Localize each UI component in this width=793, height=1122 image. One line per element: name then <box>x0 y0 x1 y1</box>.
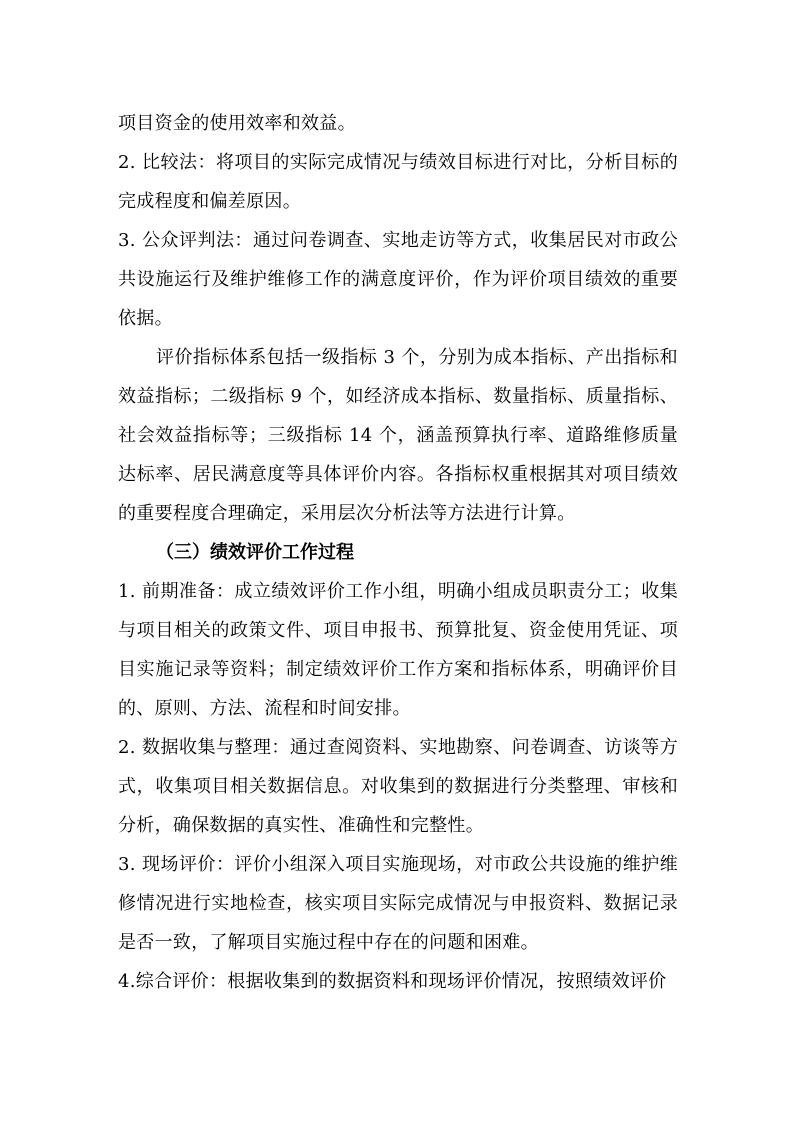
section-heading: （三）绩效评价工作过程 <box>156 542 354 563</box>
paragraph-indicator-system: 评价指标体系包括一级指标 3 个，分别为成本指标、产出指标和效益指标；二级指标 9 个，如经济成本指标、数量指标、质量指标、社会效益指标等；三级指标 14 个，涵盖预算执行率、道路维修质量达标率、居民满意度等具体评价内容。各指标权重根据其对项目绩效的重要程度合理确定，采用层次分析法等方法进行计算。 <box>118 347 678 524</box>
list-item-data-collection: 2. 数据收集与整理：通过查阅资料、实地勘察、问卷调查、访谈等方式，收集项目相关数据信息。对收集到的数据进行分类整理、审核和分析，确保数据的真实性、准确性和完整性。 <box>118 737 678 836</box>
list-item-public-evaluation-method: 3. 公众评判法：通过问卷调查、实地走访等方式，收集居民对市政公共设施运行及维护维修工作的满意度评价，作为评价项目绩效的重要依据。 <box>118 230 678 329</box>
paragraph-continuation: 项目资金的使用效率和效益。 <box>118 113 356 134</box>
list-item-preparation: 1. 前期准备：成立绩效评价工作小组，明确小组成员职责分工；收集与项目相关的政策文件、项目申报书、预算批复、资金使用凭证、项目实施记录等资料；制定绩效评价工作方案和指标体系，明确评价目的、原则、方法、流程和时间安排。 <box>118 581 678 719</box>
list-item-comprehensive-evaluation: 4.综合评价：根据收集到的数据资料和现场评价情况，按照绩效评价 <box>118 971 667 992</box>
document-body <box>118 104 678 1001</box>
list-item-comparison-method: 2. 比较法：将项目的实际完成情况与绩效目标进行对比，分析目标的完成程度和偏差原因。 <box>118 152 678 212</box>
list-item-field-evaluation: 3. 现场评价：评价小组深入项目实施现场，对市政公共设施的维护维修情况进行实地检查，核实项目实际完成情况与申报资料、数据记录是否一致，了解项目实施过程中存在的问题和困难。 <box>118 854 678 953</box>
